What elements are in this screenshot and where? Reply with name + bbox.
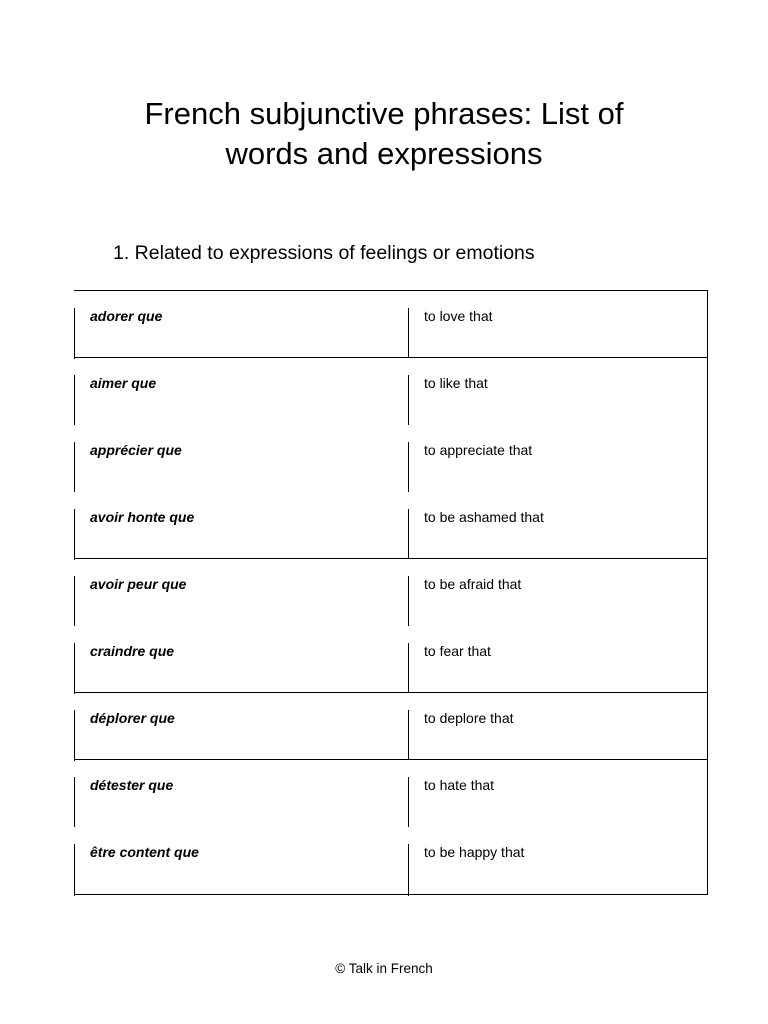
table-row [74,760,707,827]
french-phrase: avoir peur que [90,576,187,592]
english-translation: to appreciate that [424,442,533,458]
table-row [74,358,707,425]
english-translation: to be ashamed that [424,509,544,525]
copyright-footer: © Talk in French [335,961,433,976]
french-phrase: apprécier que [90,442,182,458]
table-row [74,827,707,894]
english-translation: to hate that [424,777,495,793]
french-phrase: avoir honte que [90,509,195,525]
english-translation: to fear that [424,643,491,659]
table-row [74,291,707,358]
title-line-2: words and expressions [225,136,543,171]
french-phrase: aimer que [90,375,157,391]
english-translation: to like that [424,375,488,391]
english-translation: to deplore that [424,710,514,726]
french-phrase: craindre que [90,643,175,659]
french-phrase: être content que [90,844,199,860]
english-translation: to love that [424,308,493,324]
table-row [74,693,707,760]
table-row [74,559,707,626]
section-heading: 1. Related to expressions of feelings or emotions [113,242,535,264]
french-phrase: déplorer que [90,710,175,726]
english-translation: to be happy that [424,844,525,860]
title-line-1: French subjunctive phrases: List of [144,96,624,131]
french-phrase: adorer que [90,308,163,324]
table-row [74,425,707,492]
page-title [84,94,684,174]
table-row [74,492,707,559]
french-phrase: détester que [90,777,174,793]
phrase-table [74,290,708,895]
english-translation: to be afraid that [424,576,522,592]
table-row [74,626,707,693]
